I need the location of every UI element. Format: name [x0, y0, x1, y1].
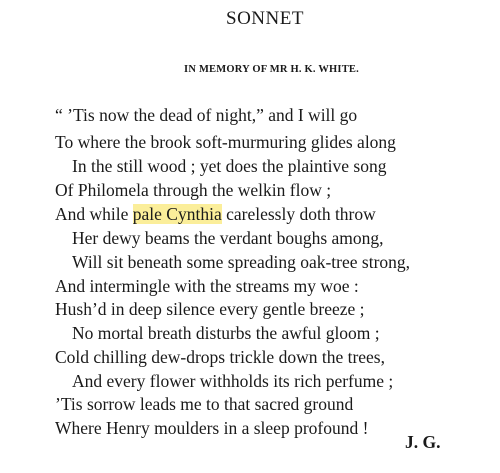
poem-line-9: Hush’d in deep silence every gentle breeze ; — [55, 299, 365, 319]
poem-line-5-before: And while — [55, 204, 133, 224]
poem-dedication: IN MEMORY OF MR H. K. WHITE. — [184, 64, 359, 75]
poem-line-5-after: carelessly doth throw — [221, 204, 376, 224]
poem-line-2: To where the brook soft-murmuring glides along — [55, 132, 396, 152]
poem-line-8: And intermingle with the streams my woe : — [55, 276, 359, 296]
poem-title: SONNET — [226, 8, 304, 29]
author-signature: J. G. — [405, 432, 441, 452]
poem-line-13: ’Tis sorrow leads me to that sacred ground — [55, 394, 354, 414]
poem-line-14: Where Henry moulders in a sleep profound ! — [55, 418, 369, 438]
poem-line-7: Will sit beneath some spreading oak-tree strong, — [72, 252, 411, 272]
poem-line-12: And every flower withholds its rich perfume ; — [72, 371, 394, 391]
poem-line-4: Of Philomela through the welkin flow ; — [55, 180, 332, 200]
poem-line-1: “ ’Tis now the dead of night,” and I will go — [55, 105, 358, 125]
poem-line-5 — [55, 204, 376, 224]
poem-line-10: No mortal breath disturbs the awful gloom ; — [72, 323, 380, 343]
poem-line-3: In the still wood ; yet does the plaintive song — [72, 156, 387, 176]
poem-line-11: Cold chilling dew-drops trickle down the trees, — [55, 347, 385, 367]
poem-line-6: Her dewy beams the verdant boughs among, — [72, 228, 384, 248]
highlighted-text: pale Cynthia — [132, 204, 222, 224]
